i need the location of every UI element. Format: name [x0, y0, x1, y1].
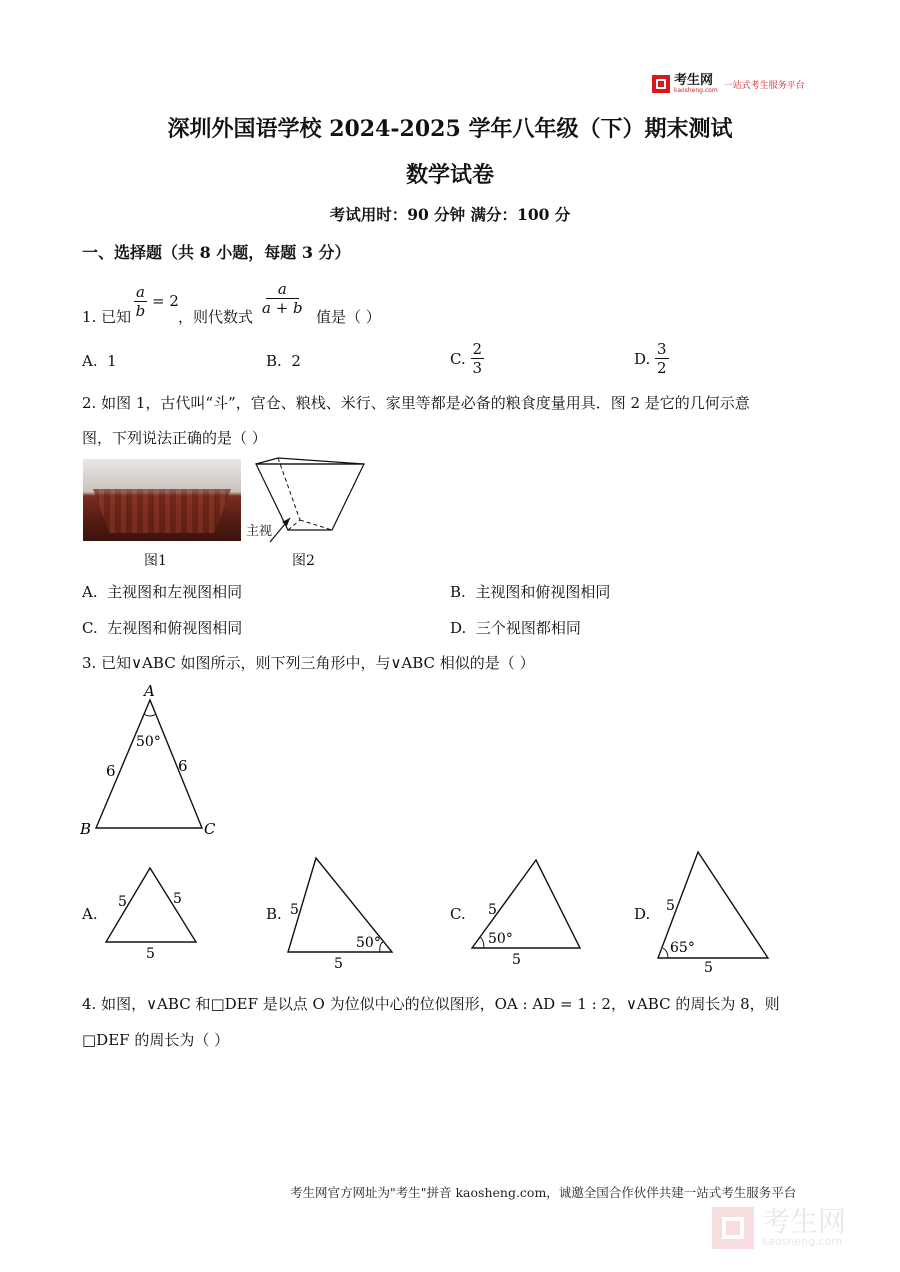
q1-mid: ，则代数式 — [178, 308, 254, 326]
angle-label: 65° — [670, 940, 695, 956]
front-view-label: 主视 — [246, 524, 273, 539]
q1-option-d[interactable] — [634, 340, 669, 377]
exam-subtitle: 数学试卷 — [405, 162, 494, 188]
exam-title: 深圳外国语学校 2024-2025 学年八年级（下）期末测试 — [167, 116, 733, 142]
q2-text-line2: 图，下列说法正确的是（ ） — [82, 429, 267, 447]
vertex-c: C — [204, 820, 216, 838]
frustum-top-edge — [256, 458, 364, 464]
option-label: C. — [450, 349, 466, 368]
angle-label: 50° — [356, 935, 381, 951]
hidden-edge — [278, 458, 300, 520]
side-right-label: 5 — [173, 891, 182, 907]
angle-a-label: 50° — [136, 734, 161, 750]
q3-option-d-triangle[interactable] — [652, 848, 776, 976]
hidden-edge-left — [288, 520, 300, 530]
vertex-a: A — [144, 682, 155, 700]
footer-note: 考生网官方网址为"考生"拼音 kaosheng.com，诚邀全国合作伙伴共建一站式考生服务平台 — [290, 1185, 797, 1200]
kaosheng-logo — [652, 73, 822, 95]
option-den: 3 — [472, 359, 483, 377]
option-num: 3 — [657, 340, 667, 358]
q3-option-a-triangle[interactable] — [100, 860, 210, 964]
q3-option-d-label[interactable]: D. — [634, 905, 651, 923]
q3-option-a-label[interactable]: A. — [82, 905, 98, 923]
side-base-label: 5 — [512, 952, 521, 968]
watermark — [712, 1200, 882, 1256]
q1-expression — [262, 280, 303, 317]
q3-text: 3. 已知∨ABC 如图所示，则下列三角形中，与∨ABC 相似的是（ ） — [82, 654, 535, 672]
q4-text-line1: 4. 如图，∨ABC 和□DEF 是以点 O 为位似中心的位似图形，OA : AD = 1 : 2，∨ABC 的周长为 8，则 — [82, 995, 780, 1013]
side-base-label: 5 — [334, 956, 343, 972]
angle-a-arc — [144, 714, 156, 716]
q2-option-a[interactable] — [82, 581, 242, 602]
triangle-abc — [78, 680, 228, 840]
watermark-text: 考生网 kaosheng.com — [762, 1205, 847, 1248]
q1-given-eq: = 2 — [152, 292, 179, 310]
kaosheng-logo-icon — [652, 75, 670, 93]
q1-option-c[interactable] — [450, 340, 484, 377]
option-label: A. — [82, 352, 98, 370]
option-label: D. — [450, 619, 467, 637]
q1-given-fraction — [134, 283, 179, 320]
logo-brand: 考生网 kaosheng.com — [674, 72, 718, 94]
q1-tail: 值是（ ） — [316, 308, 381, 326]
option-num: 2 — [472, 340, 483, 358]
side-left-label: 5 — [118, 894, 127, 910]
option-label: C. — [82, 619, 98, 637]
option-text: 三个视图都相同 — [475, 619, 581, 637]
q1-expr-num: a — [266, 280, 299, 299]
side-ab-label: 6 — [106, 762, 116, 780]
side-left-label: 5 — [488, 902, 497, 918]
q3-option-b-label[interactable]: B. — [266, 905, 282, 923]
q1-option-b[interactable] — [266, 352, 301, 370]
q2-option-d[interactable] — [450, 617, 581, 638]
side-left-label: 5 — [666, 898, 675, 914]
logo-slogan: 一站式考生服务平台 — [723, 80, 805, 91]
option-den: 2 — [657, 359, 667, 377]
side-base-label: 5 — [146, 946, 155, 962]
figure1-caption: 图1 — [144, 553, 167, 569]
q2-option-b[interactable] — [450, 581, 610, 602]
option-value: 2 — [291, 352, 301, 370]
angle-arc — [480, 937, 484, 948]
q3-option-b-triangle[interactable] — [282, 852, 402, 972]
side-left-label: 5 — [290, 902, 299, 918]
q2-text-line1: 2. 如图 1，古代叫“斗”，官仓、粮栈、米行、家里等都是必备的粮食度量用具．图 2 是它的几何示意 — [82, 394, 750, 412]
exam-info: 考试用时：90 分钟 满分：100 分 — [329, 205, 571, 224]
option-text: 主视图和俯视图相同 — [475, 583, 611, 601]
q1-option-a[interactable] — [82, 352, 117, 370]
q4-text-line2: □DEF 的周长为（ ） — [82, 1031, 230, 1049]
watermark-logo-icon — [712, 1207, 754, 1249]
option-label: A. — [82, 583, 98, 601]
option-label: D. — [634, 349, 651, 368]
figure2-caption: 图2 — [292, 553, 315, 569]
vertex-b: B — [80, 820, 92, 838]
q2-option-c[interactable] — [82, 617, 242, 638]
section-heading: 一、选择题（共 8 小题，每题 3 分） — [82, 243, 351, 262]
angle-label: 50° — [488, 931, 513, 947]
q3-option-c-triangle[interactable] — [466, 854, 590, 970]
option-text: 左视图和俯视图相同 — [107, 619, 243, 637]
dou-photo — [83, 459, 241, 541]
option-label: B. — [450, 583, 466, 601]
q3-option-c-label[interactable]: C. — [450, 905, 466, 923]
q1-given-num: a — [136, 283, 145, 301]
hidden-edge-bottom — [300, 520, 332, 530]
option-label: B. — [266, 352, 282, 370]
frustum-front-face — [256, 464, 364, 530]
q1-given-den: b — [135, 302, 146, 320]
side-base-label: 5 — [704, 960, 713, 976]
angle-arc — [663, 948, 668, 958]
option-value: 1 — [107, 352, 117, 370]
q1-expr-den: a + b — [262, 299, 303, 317]
option-text: 主视图和左视图相同 — [107, 583, 243, 601]
side-ac-label: 6 — [178, 757, 188, 775]
q1-prefix: 1. 已知 — [82, 308, 132, 326]
